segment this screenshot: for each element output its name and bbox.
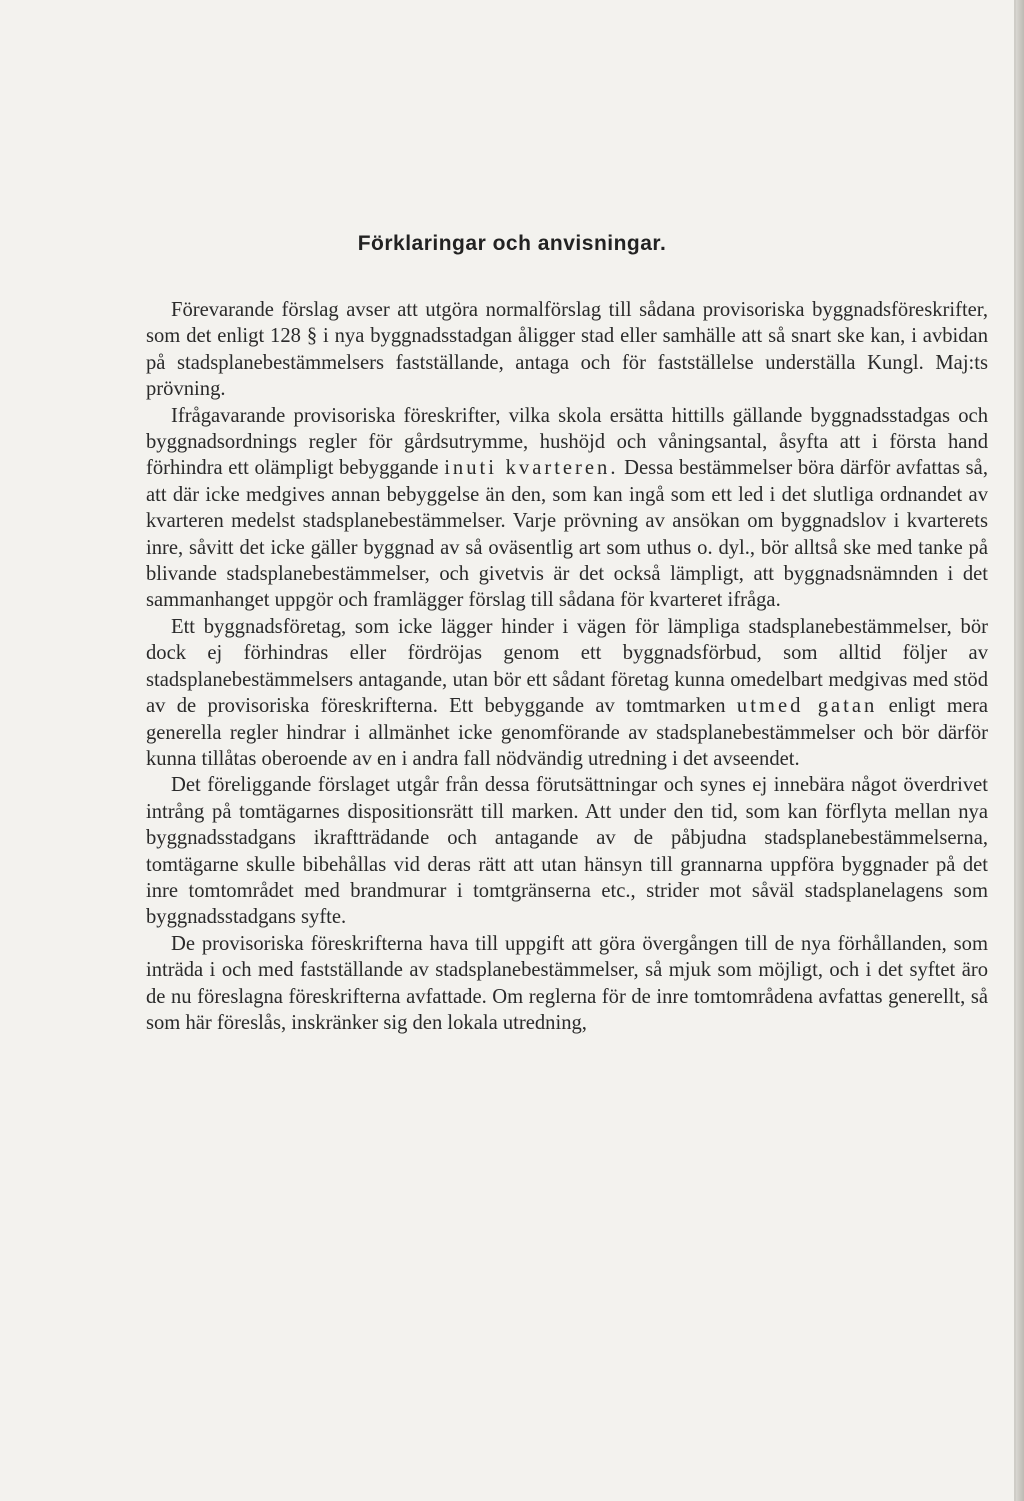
paragraph-1: Förevarande förslag avser att utgöra normalförslag till sådana provisoriska byggnadsföreskrifter, som det enligt 128 § i nya byggnadsstadgan åligger stad eller samhälle att så snart ske kan, i avbidan på stadsplanebestämmelsers fastställande, antaga och för fastställelse underställa Kungl. Maj:ts prövning.: [146, 299, 988, 401]
page-edge: [1016, 0, 1024, 1501]
paragraph-3-spaced: utmed gatan: [736, 695, 878, 718]
paragraph-5: De provisoriska föreskrifterna hava till uppgift att göra övergången till de nya förhållanden, som inträda i och med fastställande av stadsplanebestämmelser, så mjuk som möjligt, och i det syftet äro de nu föreslagna föreskrifterna avfattade. Om reglerna för de inre tomtområdena avfattas generellt, så som här föreslås, inskränker sig den lokala utredning,: [146, 932, 988, 1034]
paragraph-4: Det föreliggande förslaget utgår från dessa förutsättningar och synes ej innebära något överdrivet intrång på tomtägarnes dispositionsrätt till marken. Att under den tid, som kan förflyta mellan nya byggnadsstadgans ikraftträdande och antagande av de påbjudna stadsplanebestämmelserna, tomtägarne skulle bibehållas vid deras rätt att utan hänsyn till grannarna uppföra byggnader på det inre tomtområdet med brandmurar i tomtgränserna etc., strider mot såväl stadsplanelagens som byggnadsstadgans syfte.: [146, 774, 988, 929]
paragraph-2-part-2: Dessa bestämmelser böra därför avfattas så, att där icke medgives annan bebyggelse än den, som kan ingå som ett led i det slutliga ordnandet av kvarteren medelst stadsplanebestämmelser. Varje prövning av ansökan om byggnadslov i kvarterets inre, såvitt det icke gäller byggnad av så oväsentlig art som uthus o. dyl., bör alltså ske med tanke på blivande stadsplanebestämmelser, och givetvis är det också lämpligt, att byggnadsnämnden i det sammanhanget uppgör och framlägger förslag till sådana för kvarteret ifråga.: [146, 457, 988, 612]
page-title: Förklaringar och anvisningar.: [357, 232, 667, 255]
paragraph-3-part-2: enligt mera generella regler hindrar i allmänhet icke genomförande av stadsplanebestämmelser och bör därför kunna tillåtas oberoende av en i andra fall nödvändig utredning i det avseendet.: [146, 695, 988, 770]
paragraph-2: [146, 403, 988, 614]
paragraph-3: [146, 614, 988, 772]
document-body: [146, 297, 988, 1036]
paragraph-2-spaced: inuti kvarteren.: [444, 457, 619, 480]
paragraph-3-part-1: Ett byggnadsföretag, som icke lägger hinder i vägen för lämpliga stadsplanebestämmelser, bör dock ej förhindras eller fördröjas genom ett byggnadsförbud, som alltid följer av stadsplanebestämmelsers antagande, utan bör ett sådant företag kunna omedelbart medgivas med stöd av de provisoriska föreskrifterna. Ett bebyggande av tomtmarken: [146, 615, 988, 718]
paragraph-2-part-1: Ifrågavarande provisoriska föreskrifter, vilka skola ersätta hittills gällande byggnadsstadgas och byggnadsordnings regler för gårdsutrymme, hushöjd och våningsantal, åsyfta att i första hand förhindra ett olämpligt bebyggande: [146, 404, 988, 480]
